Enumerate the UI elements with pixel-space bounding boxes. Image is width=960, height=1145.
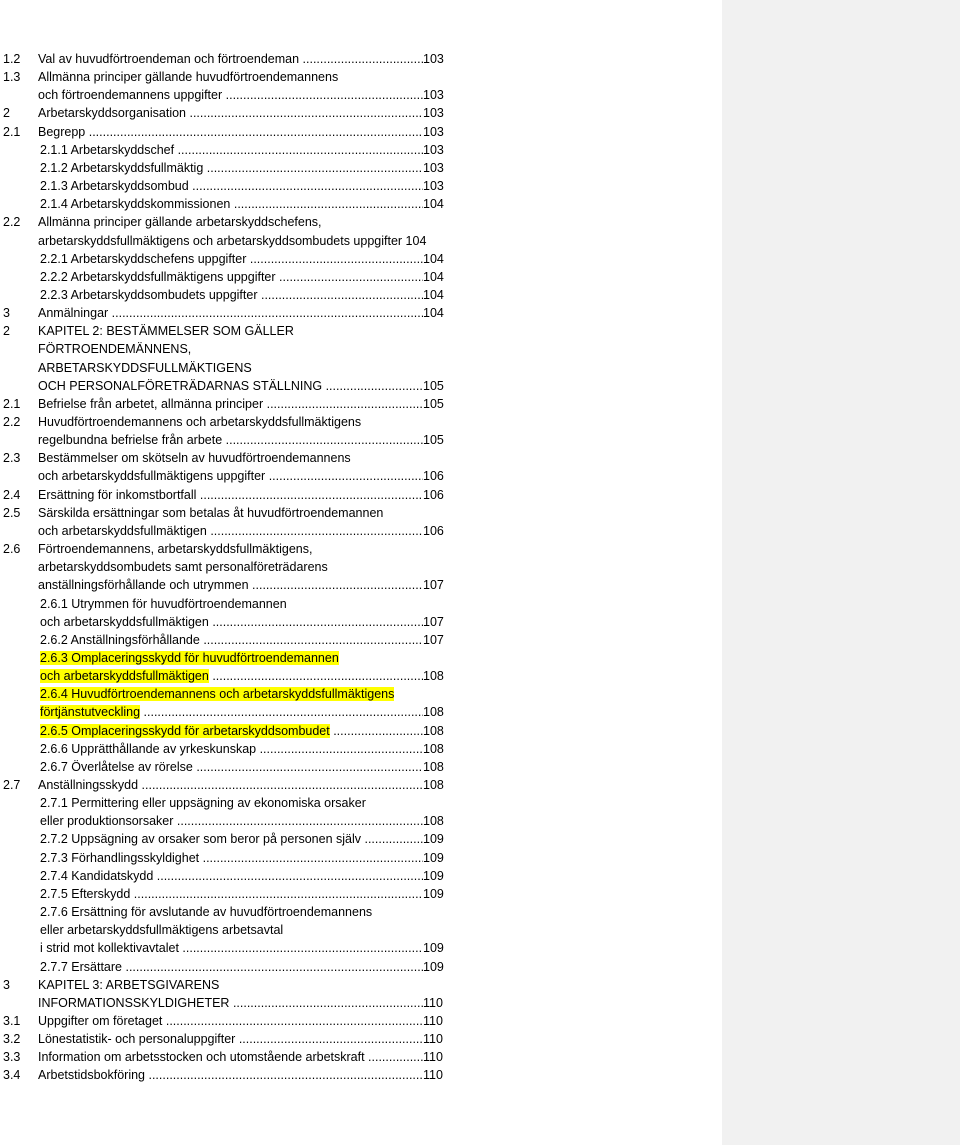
title-text: Huvudförtroendemannens och arbetarskyddsfullmäktigens xyxy=(38,415,362,429)
toc-entry-title xyxy=(40,939,423,957)
title-text: Lönestatistik- och personaluppgifter xyxy=(38,1032,236,1047)
title-text: 2.7.1 Permittering eller uppsägning av ekonomiska orsaker xyxy=(40,796,366,811)
toc-page-number: 110 xyxy=(423,1048,447,1066)
toc-page-number: 104 xyxy=(423,268,447,286)
toc-entry-title xyxy=(40,885,423,903)
toc-page-number: 105 xyxy=(423,377,447,395)
title-text: 2.7.6 Ersättning för avslutande av huvudförtroendemannens xyxy=(40,905,373,920)
title-text: i strid mot kollektivavtalet xyxy=(40,941,179,956)
toc-entry-title xyxy=(40,903,600,921)
toc-page-number: 108 xyxy=(423,812,447,830)
toc-entry-title xyxy=(40,794,600,812)
toc-entry-title xyxy=(38,1030,423,1048)
toc-entry-number: 2.4 xyxy=(3,487,21,502)
toc-page-number: 110 xyxy=(423,1012,447,1030)
title-text: Anmälningar xyxy=(38,306,109,321)
title-text: 2.2.1 Arbetarskyddschefens uppgifter xyxy=(40,251,247,266)
toc-entry-title xyxy=(38,50,423,68)
toc-page-number: 108 xyxy=(423,667,447,685)
title-text: Allmänna principer gällande huvudförtroendemannens xyxy=(38,70,339,85)
title-text: Ersättning för inkomstbortfall xyxy=(38,487,197,502)
toc-entry-title xyxy=(40,613,423,631)
title-text: 2.7.4 Kandidatskydd xyxy=(40,868,154,883)
toc-page-number: 103 xyxy=(423,177,447,195)
toc-entry-number: 2.3 xyxy=(3,451,21,466)
toc-entry-title xyxy=(40,141,423,159)
toc-entry-title xyxy=(38,449,598,467)
toc-entry-title xyxy=(38,486,423,504)
title-text: och förtroendemannens uppgifter xyxy=(38,88,223,103)
title-text: eller arbetarskyddsfullmäktigens arbetsavtal xyxy=(40,923,284,938)
toc-entry-title xyxy=(38,322,598,340)
toc-entry-number: 2.5 xyxy=(3,505,21,520)
toc-entry-title xyxy=(38,68,598,86)
toc-entry-number: 1.3 xyxy=(3,70,21,85)
toc-entry-title xyxy=(38,540,598,558)
title-text: 2.6.6 Upprätthållande av yrkeskunskap xyxy=(40,741,257,756)
toc-entry-title xyxy=(38,994,423,1012)
title-text: arbetarskyddsombudets samt personalföreträdarens xyxy=(38,560,328,575)
toc-entry-title xyxy=(38,86,423,104)
toc-entry-title xyxy=(38,377,423,395)
toc-entry-title xyxy=(40,631,423,649)
toc-entry-title xyxy=(40,703,423,721)
toc-entry-number: 2.6 xyxy=(3,542,21,557)
toc-page-number: 108 xyxy=(423,722,447,740)
toc-entry-title xyxy=(38,340,598,358)
title-text: 2.7.2 Uppsägning av orsaker som beror på personen själv xyxy=(40,832,362,847)
toc-entry-title xyxy=(40,667,423,685)
toc-page-number: 106 xyxy=(423,522,447,540)
title-text: 2.1.1 Arbetarskyddschef xyxy=(40,142,175,157)
toc-page-number: 109 xyxy=(423,958,447,976)
toc-entry-title xyxy=(38,431,423,449)
toc-page-number: 110 xyxy=(423,1030,447,1048)
toc-entry-number: 2.1 xyxy=(3,396,21,411)
title-text: 2.2.2 Arbetarskyddsfullmäktigens uppgifter xyxy=(40,269,276,284)
title-text: Arbetarskyddsorganisation xyxy=(38,106,186,121)
toc-entry-number: 3.3 xyxy=(3,1050,21,1065)
title-text: 2.6.1 Utrymmen för huvudförtroendemannen xyxy=(40,596,287,611)
toc-entry-title xyxy=(40,849,423,867)
toc-page-number: 106 xyxy=(423,467,447,485)
toc-page-number: 104 xyxy=(423,286,447,304)
highlighted-title-text: 2.6.3 Omplaceringsskydd för huvudförtroendemannen xyxy=(40,650,339,665)
toc-entry-title xyxy=(38,123,423,141)
toc-page-number: 107 xyxy=(423,631,447,649)
toc-entry-title xyxy=(38,1012,423,1030)
title-text: anställningsförhållande och utrymmen xyxy=(38,578,249,593)
toc-entry-title xyxy=(40,740,423,758)
toc-page-number: 110 xyxy=(423,994,447,1012)
toc-page-number: 107 xyxy=(423,613,447,631)
toc-page-number: 109 xyxy=(423,939,447,957)
toc-entry-title xyxy=(38,976,598,994)
title-text: arbetarskyddsfullmäktigens och arbetarskyddsombudets uppgifter 104 xyxy=(38,233,427,248)
title-text: Arbetstidsbokföring xyxy=(38,1068,146,1083)
toc-page-number: 103 xyxy=(423,50,447,68)
title-text: Särskilda ersättningar som betalas åt huvudförtroendemannen xyxy=(38,505,384,520)
highlighted-title-text: 2.6.5 Omplaceringsskydd för arbetarskyddsombudet xyxy=(40,723,330,738)
toc-entry-title xyxy=(40,722,423,740)
toc-page-number: 103 xyxy=(423,159,447,177)
toc-page-number: 108 xyxy=(423,758,447,776)
toc-entry-title xyxy=(40,830,423,848)
title-text: och arbetarskyddsfullmäktigens uppgifter xyxy=(38,469,266,484)
highlighted-title-text: förtjänstutveckling xyxy=(40,705,141,720)
comment-margin xyxy=(722,0,960,1145)
title-text: 2.7.7 Ersättare xyxy=(40,959,122,974)
toc-entry-number: 2.2 xyxy=(3,415,21,429)
toc-page-number: 103 xyxy=(423,123,447,141)
toc-entry-number: 3.1 xyxy=(3,1013,21,1028)
toc-entry-title xyxy=(40,921,600,939)
title-text: Förtroendemannens, arbetarskyddsfullmäktigens, xyxy=(38,542,313,557)
toc-entry-title xyxy=(38,576,423,594)
title-text: 2.1.2 Arbetarskyddsfullmäktig xyxy=(40,160,204,175)
toc-entry-number: 3 xyxy=(3,977,10,992)
toc-page-number: 109 xyxy=(423,849,447,867)
title-text: 2.2.3 Arbetarskyddsombudets uppgifter xyxy=(40,287,258,302)
toc-entry-title xyxy=(40,286,423,304)
title-text: ARBETARSKYDDSFULLMÄKTIGENS xyxy=(38,360,252,375)
toc-page-number: 103 xyxy=(423,86,447,104)
title-text: och arbetarskyddsfullmäktigen xyxy=(40,614,209,629)
toc-entry-title xyxy=(40,758,423,776)
toc-entry-title xyxy=(38,413,598,431)
toc-page-number: 108 xyxy=(423,776,447,794)
toc-page-number: 108 xyxy=(423,703,447,721)
toc-entry-title xyxy=(40,685,600,703)
toc-page-number: 104 xyxy=(423,304,447,322)
toc-entry-title xyxy=(40,958,423,976)
title-text: regelbundna befrielse från arbete xyxy=(38,433,223,448)
toc-entry-title xyxy=(38,504,598,522)
toc-entry-title xyxy=(40,159,423,177)
title-text: 2.7.3 Förhandlingsskyldighet xyxy=(40,850,200,865)
toc-entry-title xyxy=(40,268,423,286)
title-text: FÖRTROENDEMÄNNENS, xyxy=(38,342,192,357)
toc-entry-title xyxy=(38,1048,423,1066)
toc-entry-title xyxy=(38,1066,423,1084)
toc-entry-title xyxy=(38,213,598,231)
toc-entry-number: 2 xyxy=(3,324,10,339)
title-text: 2.6.2 Anställningsförhållande xyxy=(40,632,200,647)
title-text: Befrielse från arbetet, allmänna principer xyxy=(38,396,264,411)
toc-entry-title xyxy=(38,359,598,377)
toc-entry-title xyxy=(40,812,423,830)
toc-entry-number: 2 xyxy=(3,106,10,121)
toc-page-number: 104 xyxy=(423,195,447,213)
toc-page-number: 109 xyxy=(423,885,447,903)
title-text: och arbetarskyddsfullmäktigen xyxy=(38,523,207,538)
toc-page-number: 110 xyxy=(423,1066,447,1084)
toc-page-number: 105 xyxy=(423,431,447,449)
title-text: Allmänna principer gällande arbetarskyddschefens, xyxy=(38,215,322,230)
toc-entry-number: 3.2 xyxy=(3,1032,21,1047)
toc-entry-title xyxy=(40,195,423,213)
title-text: OCH PERSONALFÖRETRÄDARNAS STÄLLNING xyxy=(38,378,323,393)
title-text: KAPITEL 2: BESTÄMMELSER SOM GÄLLER xyxy=(38,324,294,339)
title-text: Uppgifter om företaget xyxy=(38,1013,163,1028)
title-text: 2.7.5 Efterskydd xyxy=(40,886,131,901)
toc-entry-number: 3.4 xyxy=(3,1068,21,1083)
toc-entry-title xyxy=(38,467,423,485)
toc-entry-title xyxy=(40,177,423,195)
toc-entry-number: 3 xyxy=(3,306,10,321)
title-text: Information om arbetsstocken och utomstående arbetskraft xyxy=(38,1050,365,1065)
title-text: KAPITEL 3: ARBETSGIVARENS xyxy=(38,977,220,992)
title-text: Val av huvudförtroendeman och förtroendeman xyxy=(38,52,300,66)
highlighted-title-text: 2.6.4 Huvudförtroendemannens och arbetarskyddsfullmäktigens xyxy=(40,687,395,702)
toc-entry-number: 2.2 xyxy=(3,215,21,230)
toc-page-number: 109 xyxy=(423,867,447,885)
highlighted-title-text: och arbetarskyddsfullmäktigen xyxy=(40,669,209,684)
toc-entry-title xyxy=(38,395,423,413)
toc-entry-title xyxy=(40,250,423,268)
toc-page-number: 109 xyxy=(423,830,447,848)
title-text: 2.6.7 Överlåtelse av rörelse xyxy=(40,759,193,774)
title-text: 2.1.4 Arbetarskyddskommissionen xyxy=(40,197,231,212)
toc-page-number: 104 xyxy=(423,250,447,268)
toc-entry-title xyxy=(38,776,423,794)
toc-entry-title xyxy=(38,558,598,576)
toc-page-number: 105 xyxy=(423,395,447,413)
title-text: INFORMATIONSSKYLDIGHETER xyxy=(38,995,230,1010)
toc-entry-title xyxy=(40,867,423,885)
toc-entry-title xyxy=(40,595,600,613)
title-text: Bestämmelser om skötseln av huvudförtroendemannens xyxy=(38,451,351,466)
title-text: Anställningsskydd xyxy=(38,778,139,792)
toc-page-number: 103 xyxy=(423,104,447,122)
toc-entry-title xyxy=(38,104,423,122)
toc-entry-title xyxy=(40,649,600,667)
title-text: 2.1.3 Arbetarskyddsombud xyxy=(40,179,189,194)
toc-page-number: 103 xyxy=(423,141,447,159)
toc-page-number: 108 xyxy=(423,740,447,758)
toc-entry-title xyxy=(38,304,423,322)
title-text: Begrepp xyxy=(38,124,86,139)
title-text: eller produktionsorsaker xyxy=(40,814,174,829)
toc-page-number: 106 xyxy=(423,486,447,504)
toc-entry-number: 1.2 xyxy=(3,52,21,66)
toc-entry-number: 2.1 xyxy=(3,124,21,139)
toc-entry-title xyxy=(38,232,598,250)
toc-page-number: 107 xyxy=(423,576,447,594)
toc-entry-title xyxy=(38,522,423,540)
toc-entry-number: 2.7 xyxy=(3,778,21,792)
